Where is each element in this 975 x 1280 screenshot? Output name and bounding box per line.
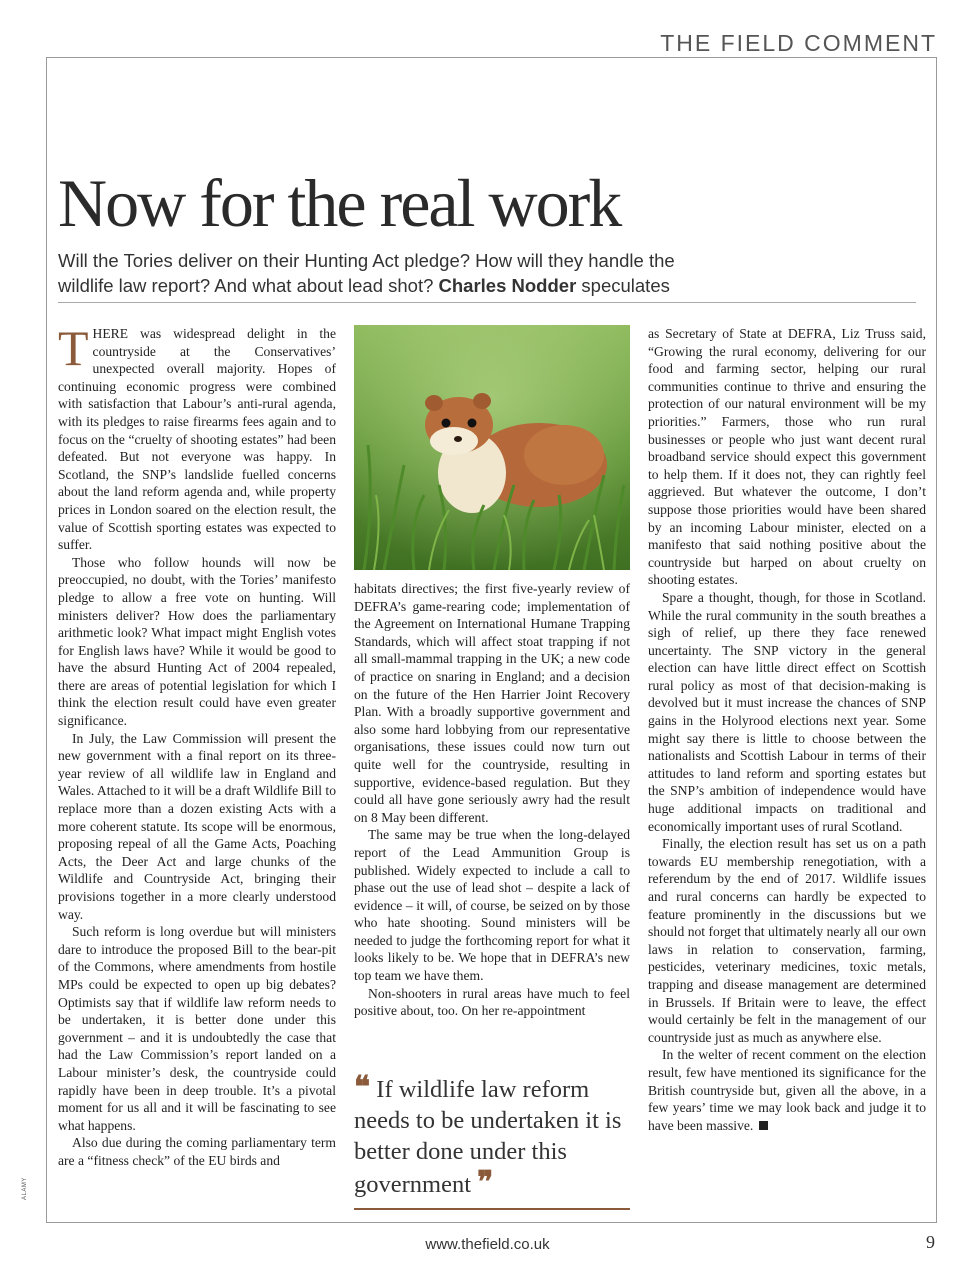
close-quote-mark: ❞ <box>477 1166 494 1199</box>
headline: Now for the real work <box>58 165 621 241</box>
column-2 <box>354 580 630 1020</box>
footer-url: www.thefield.co.uk <box>425 1236 550 1253</box>
drop-cap: T <box>58 320 89 376</box>
paragraph: Spare a thought, though, for those in Scotland. While the rural community in the south breathes a sigh of relief, up there they face renewed uncertainty. The SNP victory in the general election can have little direct effect on Scottish rural policy as most of that decision-making is devolved but it must increase the chances of SNP gains in the Holyrood elections next year. Some might say there is little to choose between the nationalists and Scottish Labour in terms of their attitudes to land reform and sporting estates but the SNP’s ambition of independence would have huge additional impacts on traditional and economically important uses of rural Scotland. <box>648 589 926 834</box>
paragraph: In the welter of recent comment on the election result, few have mentioned its significance for the British countryside but, given all the above, in a few years’ time we may look back and judge it to have been massive. <box>648 1047 926 1133</box>
stoat-image <box>354 325 630 570</box>
pull-quote-text: If wildlife law reform needs to be undertaken it is better done under this government <box>354 1076 622 1198</box>
standfirst-text: Will the Tories deliver on their Hunting Act pledge? How will they handle the wildlife law report? And what about lead shot? <box>58 250 675 296</box>
standfirst <box>58 248 708 298</box>
column-3 <box>648 325 926 1134</box>
paragraph: habitats directives; the first five-yearly review of DEFRA’s game-rearing code; implementation of the Agreement on International Humane Trapping Standards, which will affect stoat trapping if not all small-mammal trapping in the UK; a new code of practice on snaring in England; and a decision on the future of the Hen Harrier Joint Recovery Plan. With a broadly supportive government and also some hard lobbying from our representative organisations, these issues could now turn out quite well for the countryside, resulting in supportive, evidence-based regulation. But they could all have gone seriously awry had the result on 8 May been different. <box>354 581 630 825</box>
open-quote-mark: ❝ <box>354 1071 371 1104</box>
section-label: THE FIELD COMMENT <box>660 30 937 56</box>
end-mark-icon <box>759 1121 768 1130</box>
column-1 <box>58 320 336 1170</box>
author-name: Charles Nodder <box>438 275 577 296</box>
photo-credit: ALAMY <box>22 1177 28 1200</box>
paragraph: Non-shooters in rural areas have much to feel positive about, too. On her re-appointment <box>354 985 630 1019</box>
page-number: 9 <box>926 1232 935 1252</box>
paragraph: THERE was widespread delight in the countryside at the Conservatives’ unexpected overall majority. Hopes of continuing economic progress were combined with satisfaction that Labour’s anti-rural agenda, with its pledges to raise firearms fees again and to focus on the “cruelty of shooting estates” had been defeated. But not everyone was happy. In Scotland, the SNP’s landslide fuelled concerns about the land reform agenda and, while property prices in London soared on the election result, the value of Scottish sporting estates was expected to suffer. <box>58 320 336 553</box>
stoat-photo <box>354 325 630 570</box>
paragraph: Such reform is long overdue but will ministers dare to introduce the proposed Bill to the bear-pit of the Commons, where amendments from hostile MPs could be expected to open up big debates? Optimists say that if wildlife law reform needs to be undertaken, it is better done under this government – and it is undoubtedly the case that had the Law Commission’s report landed on a Labour minister’s desk, the countryside could rapidly have been in deep trouble. It’s a pivotal moment for us all and it will be fascinating to see what happens. <box>58 924 336 1133</box>
paragraph: Those who follow hounds will now be preoccupied, no doubt, with the Tories’ manifesto pledge to allow a free vote on hunting. Will ministers deliver? How does the parliamentary arithmetic look? What impact might English votes for English laws have? While it would be good to have the absurd Hunting Act of 2004 repealed, there are areas of potential legislation for which I think the election result could have even greater significance. <box>58 554 336 729</box>
paragraph: Also due during the coming parliamentary term are a “fitness check” of the EU birds and <box>58 1135 336 1168</box>
header-divider <box>58 302 916 303</box>
paragraph: Finally, the election result has set us on a path towards EU membership renegotiation, with a referendum by the end of 2017. Wildlife issues and rural concerns can hardly be expected to feature prominently in the discussions but we should not forget that ultimately nearly all our own laws in relation to conservation, farming, pesticides, veterinary medicines, toxic metals, trapping and disease management are determined in Brussels. If Britain were to leave, the effect would certainly be felt in the management of our countryside just as much as anywhere else. <box>648 836 926 1045</box>
pull-quote <box>354 1072 630 1210</box>
paragraph: The same may be true when the long-delayed report of the Lead Ammunition Group is published. Widely expected to include a call to phase out the use of lead shot – despite a lack of evidence – it will, of course, be seized on by those who hate shooting. Sound ministers will be needed to judge the forthcoming report for what it looks likely to be. We hope that in DEFRA’s new top team we have them. <box>354 827 630 984</box>
standfirst-suffix: speculates <box>581 275 670 296</box>
paragraph: In July, the Law Commission will present the new government with a final report on its three-year review of all wildlife law in England and Wales. Attached to it will be a draft Wildlife Bill to replace more than a dozen existing Acts with a more coherent statute. Its scope will be enormous, proposing repeal of all the Game Acts, Poaching Acts, the Deer Act and large chunks of the Wildlife and Countryside Act, bringing their provisions together in a more clearly understood way. <box>58 730 336 922</box>
paragraph: as Secretary of State at DEFRA, Liz Truss said, “Growing the rural economy, delivering for our food and farming sector, helping our rural communities continue to thrive and ensuring the protection of our natural environment will be my priorities.” Farmers, those who run rural businesses or people who just want decent rural broadband service should expect this government to help them. If it does not, they can rightly feel aggrieved. But whatever the outcome, I don’t suppose those priorities would have been shared by an incoming Labour minister, elected on a manifesto that said nothing positive about the countryside but harped on about cruelty on shooting estates. <box>648 326 926 588</box>
